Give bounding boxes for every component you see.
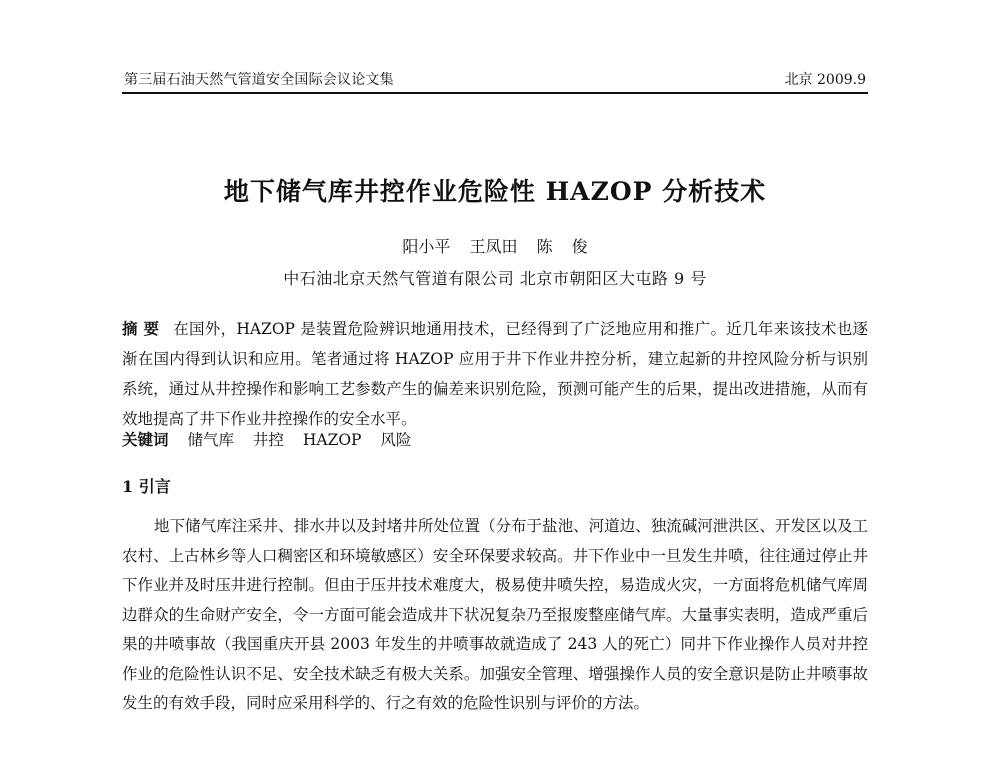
author-name: 阳小平 bbox=[402, 237, 451, 256]
abstract bbox=[122, 314, 868, 434]
abstract-text: 在国外，HAZOP 是装置危险辨识地通用技术，已经得到了广泛地应用和推广。近几年来该技术也逐渐在国内得到认识和应用。笔者通过将 HAZOP 应用于井下作业井控分析，建立起新的井控风险分析与识别系统，通过从井控操作和影响工艺参数产生的偏差来识别危险，预测可能产生的后果，提出改进措施，从而有效地提高了井下作业井控操作的安全水平。 bbox=[122, 320, 868, 428]
keywords bbox=[122, 428, 868, 452]
affiliation: 中石油北京天然气管道有限公司 北京市朝阳区大屯路 9 号 bbox=[283, 269, 707, 288]
abstract-label: 摘 要 bbox=[122, 319, 160, 338]
proceedings-title: 第三届石油天然气管道安全国际会议论文集 bbox=[124, 72, 394, 88]
keyword: 井控 bbox=[252, 431, 284, 449]
author-name: 王凤田 bbox=[469, 237, 518, 256]
keywords-label: 关键词 bbox=[122, 430, 169, 449]
keyword: 储气库 bbox=[187, 431, 234, 449]
author-name: 陈 俊 bbox=[536, 237, 588, 256]
place-date: 北京 2009.9 bbox=[784, 72, 866, 88]
author-list bbox=[122, 234, 868, 257]
body-paragraph: 地下储气库注采井、排水井以及封堵井所处位置（分布于盐池、河道边、独流碱河泄洪区、开发区以及工农村、上古林乡等人口稠密区和环境敏感区）安全环保要求较高。井下作业中一旦发生井喷，往往通过停止井下作业并及时压井进行控制。但由于压井技术难度大，极易使井喷失控，易造成火灾，一方面将危机储气库周边群众的生命财产安全，令一方面可能会造成井下状况复杂乃至报废整座储气库。大量事实表明，造成严重后果的井喷事故（我国重庆开县 2003 年发生的井喷事故就造成了 243 人的死亡）同井下作业操作人员对井控作业的危险性认识不足、安全技术缺乏有极大关系。加强安全管理、增强操作人员的安全意识是防止井喷事故发生的有效手段，同时应采用科学的、行之有效的危险性识别与评价的方法。 bbox=[122, 517, 868, 712]
keyword: HAZOP bbox=[302, 431, 362, 449]
keyword: 风险 bbox=[380, 431, 412, 449]
section-heading: 1 引言 bbox=[122, 477, 171, 496]
paper-title: 地下储气库井控作业危险性 HAZOP 分析技术 bbox=[223, 177, 767, 206]
running-header bbox=[122, 66, 868, 94]
